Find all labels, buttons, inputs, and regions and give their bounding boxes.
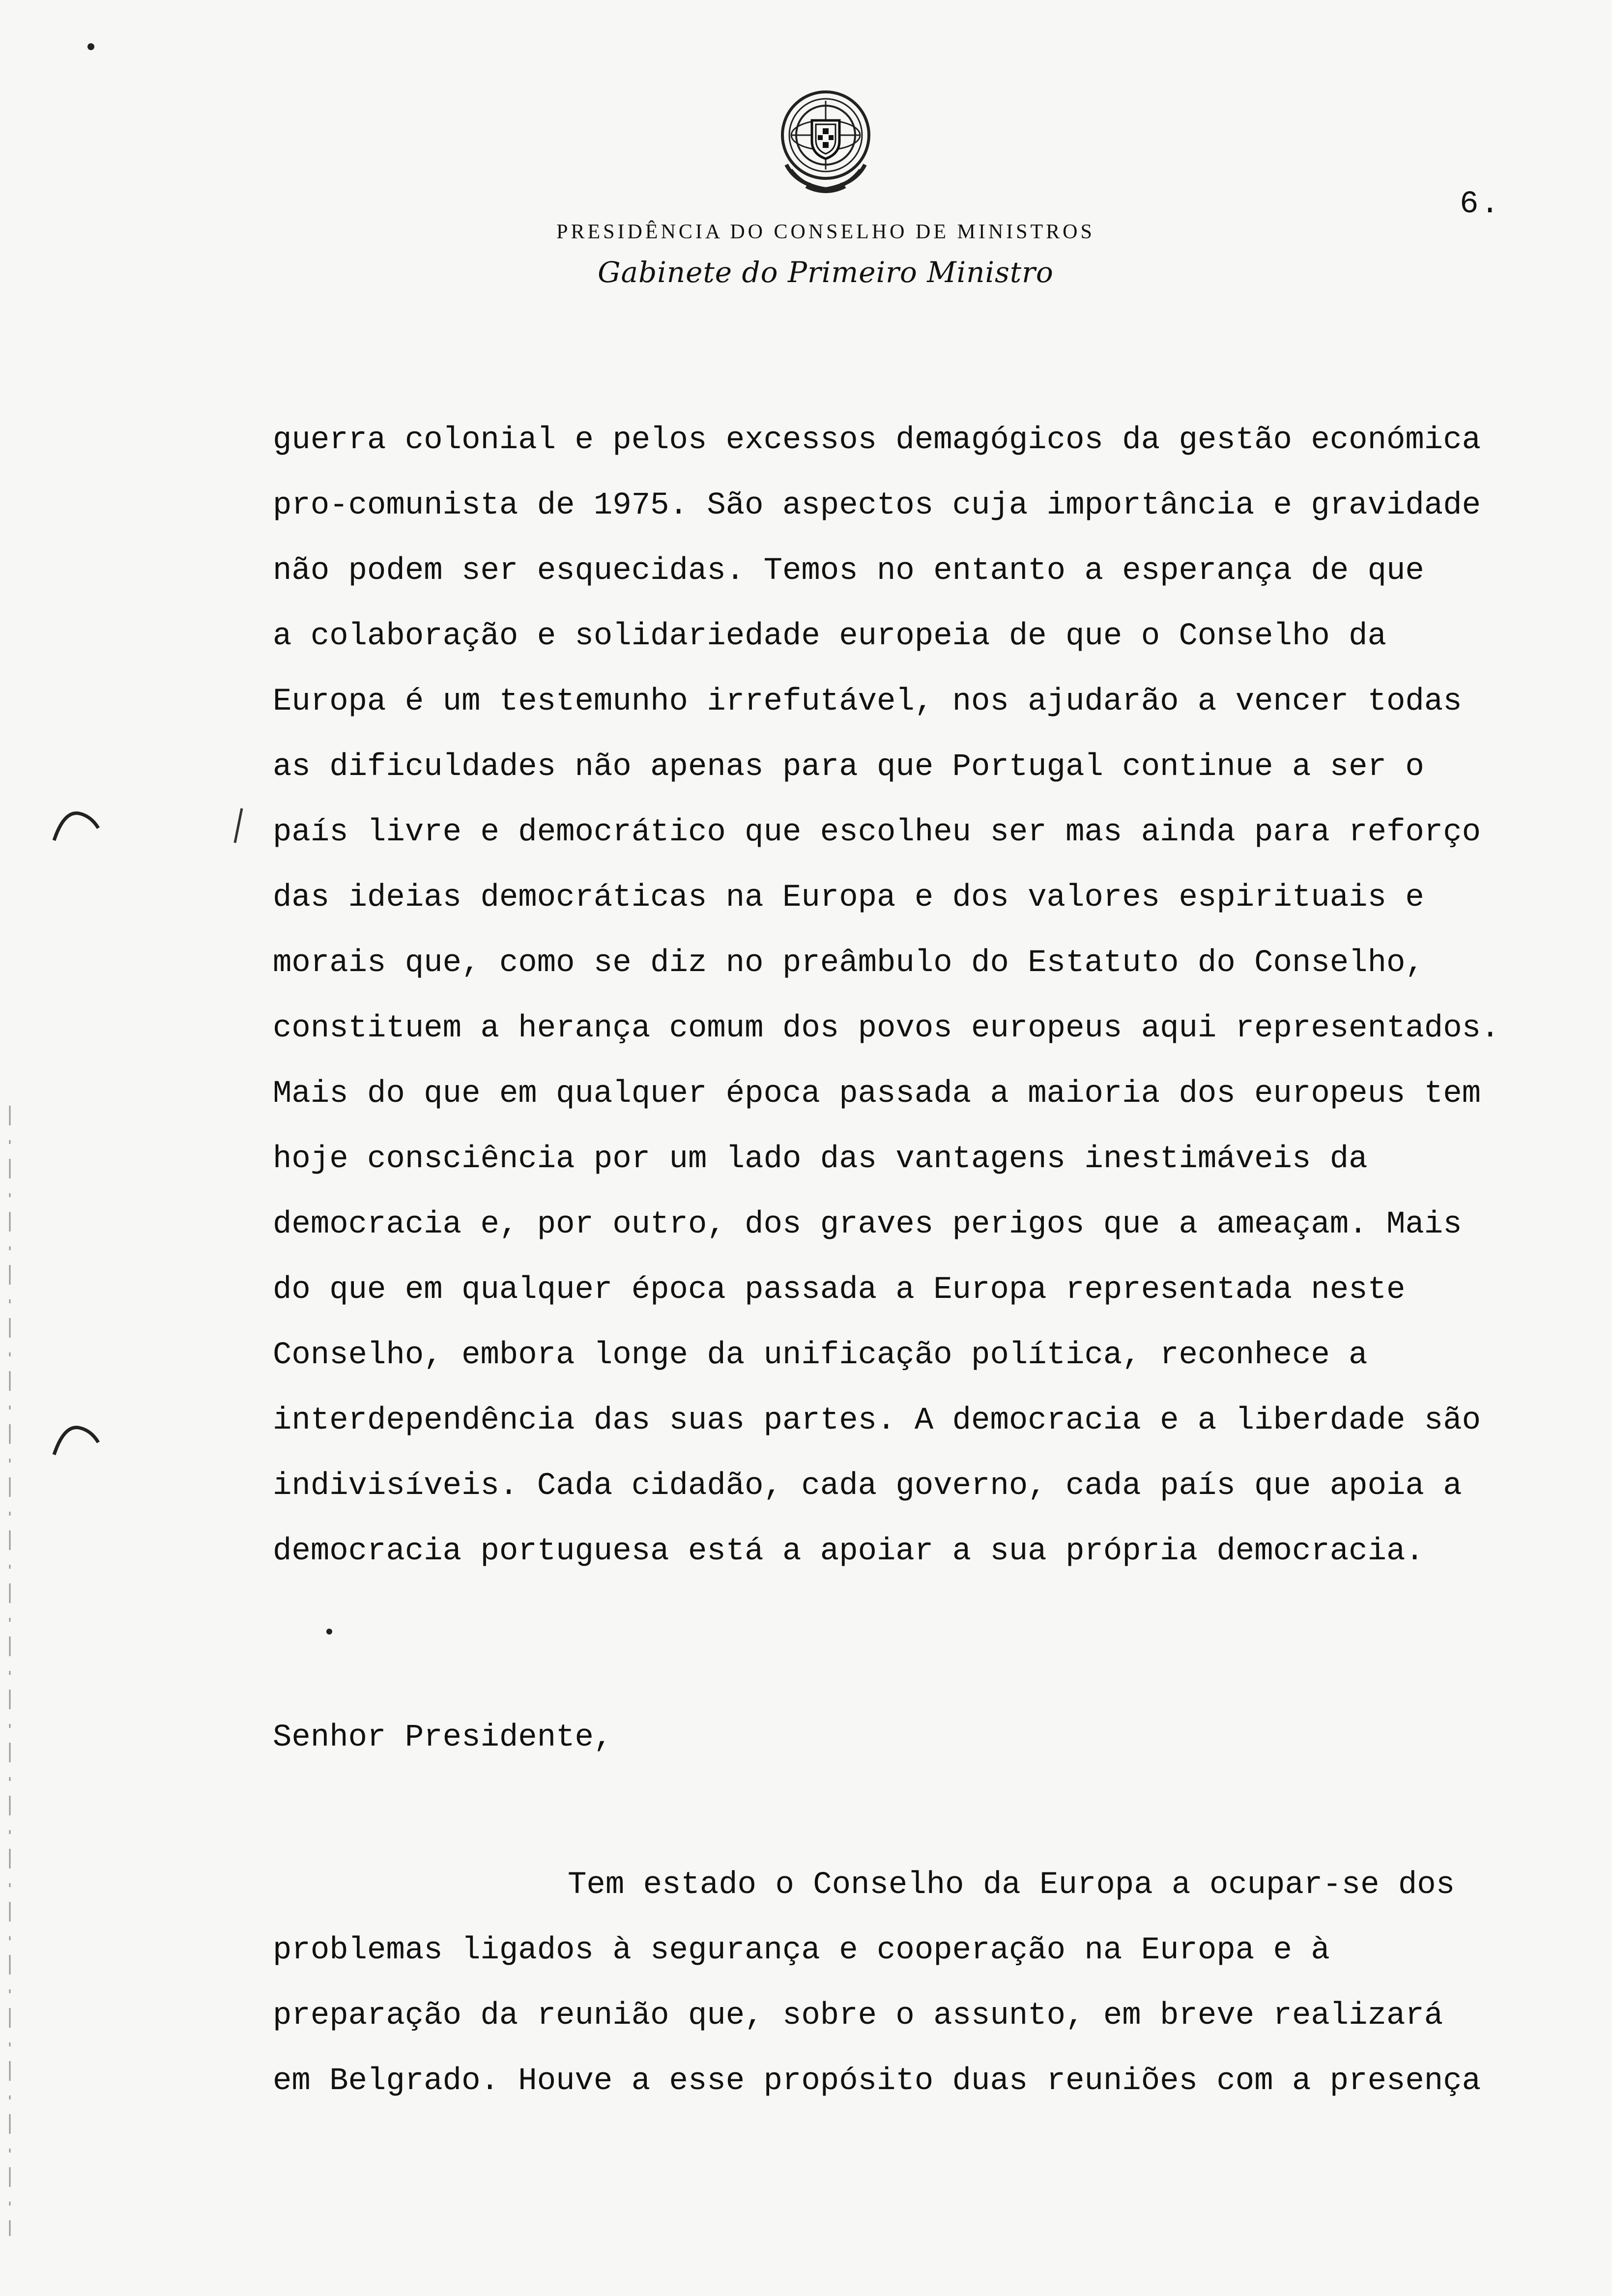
- margin-edge-line: [5, 1106, 15, 2236]
- salutation: Senhor Presidente,: [273, 1720, 613, 1755]
- page-number: 6.: [1460, 187, 1501, 222]
- scan-dot: [324, 1627, 334, 1636]
- text-line: em Belgrado. Houve a esse propósito duas reuniões com a presença: [273, 2064, 1481, 2099]
- text-line: morais que, como se diz no preâmbulo do Estatuto do Conselho,: [273, 946, 1424, 981]
- paragraph-1: [273, 408, 1499, 1584]
- text-line: do que em qualquer época passada a Europa representada neste: [273, 1272, 1406, 1308]
- letterhead-institution: PRESIDÊNCIA DO CONSELHO DE MINISTROS: [556, 221, 1095, 243]
- text-line: constituem a herança comum dos povos europeus aqui representados.: [273, 1011, 1500, 1046]
- text-line: não podem ser esquecidas. Temos no entanto a esperança de que: [273, 553, 1424, 589]
- text-line: as dificuldades não apenas para que Portugal continue a ser o: [273, 749, 1424, 785]
- text-line: democracia portuguesa está a apoiar a sua própria democracia.: [273, 1534, 1424, 1569]
- letterhead-office: Gabinete do Primeiro Ministro: [598, 256, 1054, 289]
- text-line: Tem estado o Conselho da Europa a ocupar-se dos: [568, 1867, 1455, 1903]
- text-line: indivisíveis. Cada cidadão, cada governo, cada país que apoia a: [273, 1468, 1462, 1504]
- text-line: das ideias democráticas na Europa e dos valores espirituais e: [273, 880, 1424, 916]
- text-line: interdependência das suas partes. A democracia e a liberdade são: [273, 1403, 1481, 1438]
- text-line: Conselho, embora longe da unificação política, reconhece a: [273, 1338, 1368, 1373]
- paragraph-2: [273, 1853, 1481, 2114]
- margin-bracket-mark: [49, 1420, 103, 1464]
- text-line: pro-comunista de 1975. São aspectos cuja importância e gravidade: [273, 488, 1481, 523]
- text-line: guerra colonial e pelos excessos demagógicos da gestão económica: [273, 423, 1481, 458]
- text-line: a colaboração e solidariedade europeia de que o Conselho da: [273, 619, 1386, 654]
- coat-of-arms-emblem: [777, 86, 875, 199]
- margin-slash-mark: [231, 806, 246, 845]
- text-line: país livre e democrático que escolheu ser mas ainda para reforço: [273, 815, 1481, 850]
- text-line: problemas ligados à segurança e cooperação na Europa e à: [273, 1933, 1330, 1968]
- text-line: hoje consciência por um lado das vantagens inestimáveis da: [273, 1142, 1368, 1177]
- text-line: preparação da reunião que, sobre o assunto, em breve realizará: [273, 1998, 1443, 2034]
- scan-dot: [86, 42, 96, 52]
- margin-bracket-mark: [49, 806, 103, 850]
- text-line: Europa é um testemunho irrefutável, nos ajudarão a vencer todas: [273, 684, 1462, 719]
- text-line: democracia e, por outro, dos graves perigos que a ameaçam. Mais: [273, 1207, 1462, 1242]
- text-line: Mais do que em qualquer época passada a maioria dos europeus tem: [273, 1076, 1481, 1112]
